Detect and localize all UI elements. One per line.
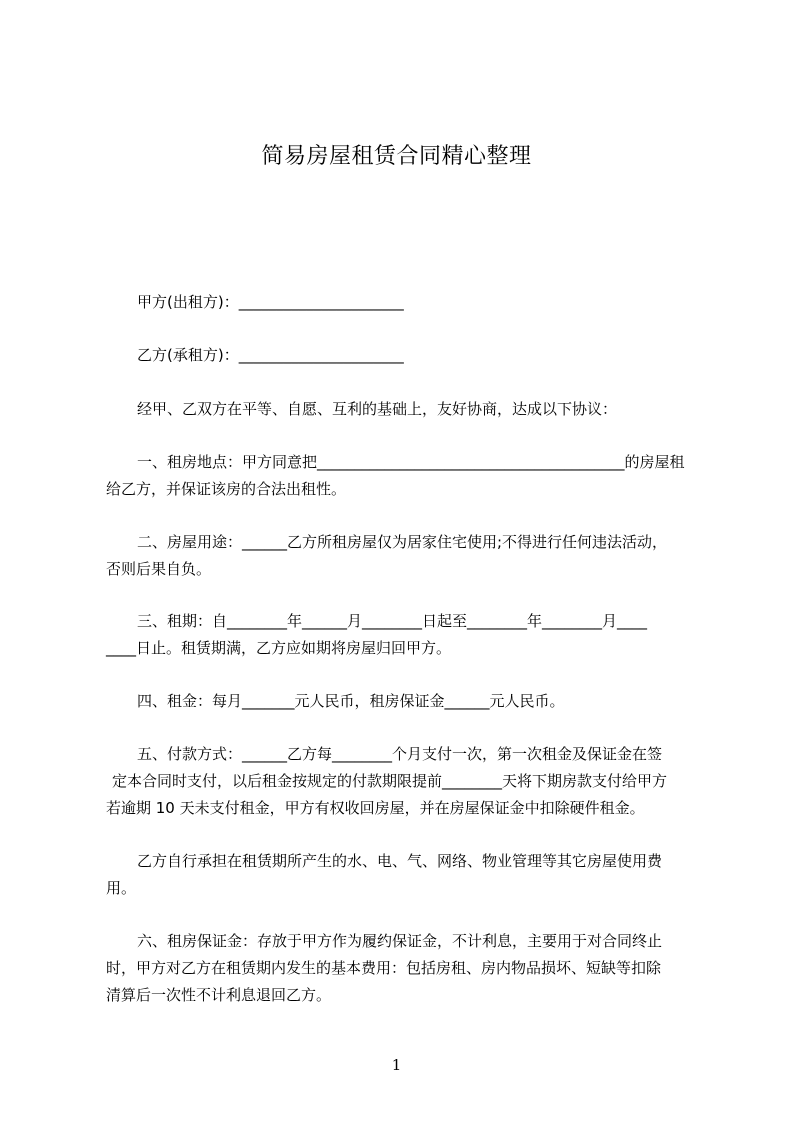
clause-5-line-1: 五、付款方式：______乙方每________个月支付一次，第一次租金及保证金在签 [137,745,663,763]
clause-2-line-2: 否则后果自负。 [106,560,212,578]
intro-paragraph: 经甲、乙双方在平等、自愿、互利的基础上，友好协商，达成以下协议： [137,400,618,418]
clause-3-line-2: ____日止。租赁期满，乙方应如期将房屋归回甲方。 [106,639,452,657]
clause-3-line-1: 三、租期：自________年______月________日起至________年________月____ [137,612,648,630]
clause-6-line-3: 清算后一次性不计利息退回乙方。 [106,986,332,1004]
document-title: 简易房屋租赁合同精心整理 [261,144,532,169]
clause-6-line-2: 时，甲方对乙方在租赁期内发生的基本费用：包括房租、房内物品损坏、短缺等扣除 [106,959,662,977]
clause-5-line-2: 定本合同时支付，以后租金按规定的付款期限提前________天将下期房款支付给甲方 [112,772,668,790]
clause-5-line-3: 若逾期 10 天未支付租金，甲方有权收回房屋，并在房屋保证金中扣除硬件租金。 [106,799,645,817]
clause-2-line-1: 二、房屋用途：______乙方所租房屋仅为居家住宅使用;不得进行任何违法活动， [137,533,668,551]
party-a-line: 甲方(出租方)：______________________ [137,293,404,311]
page-number: 1 [391,1056,402,1074]
clause-4-line-1: 四、租金：每月_______元人民币，租房保证金______元人民币。 [137,692,565,710]
party-b-line: 乙方(承租方)：______________________ [137,346,404,364]
clause-1-line-1: 一、租房地点：甲方同意把_________________________________________的房屋租 [137,453,685,471]
utilities-line-1: 乙方自行承担在租赁期所产生的水、电、气、网络、物业管理等其它房屋使用费 [137,852,663,870]
utilities-line-2: 用。 [106,879,137,897]
clause-6-line-1: 六、租房保证金：存放于甲方作为履约保证金，不计利息，主要用于对合同终止 [137,932,663,950]
clause-1-line-2: 给乙方，并保证该房的合法出租性。 [106,480,347,498]
